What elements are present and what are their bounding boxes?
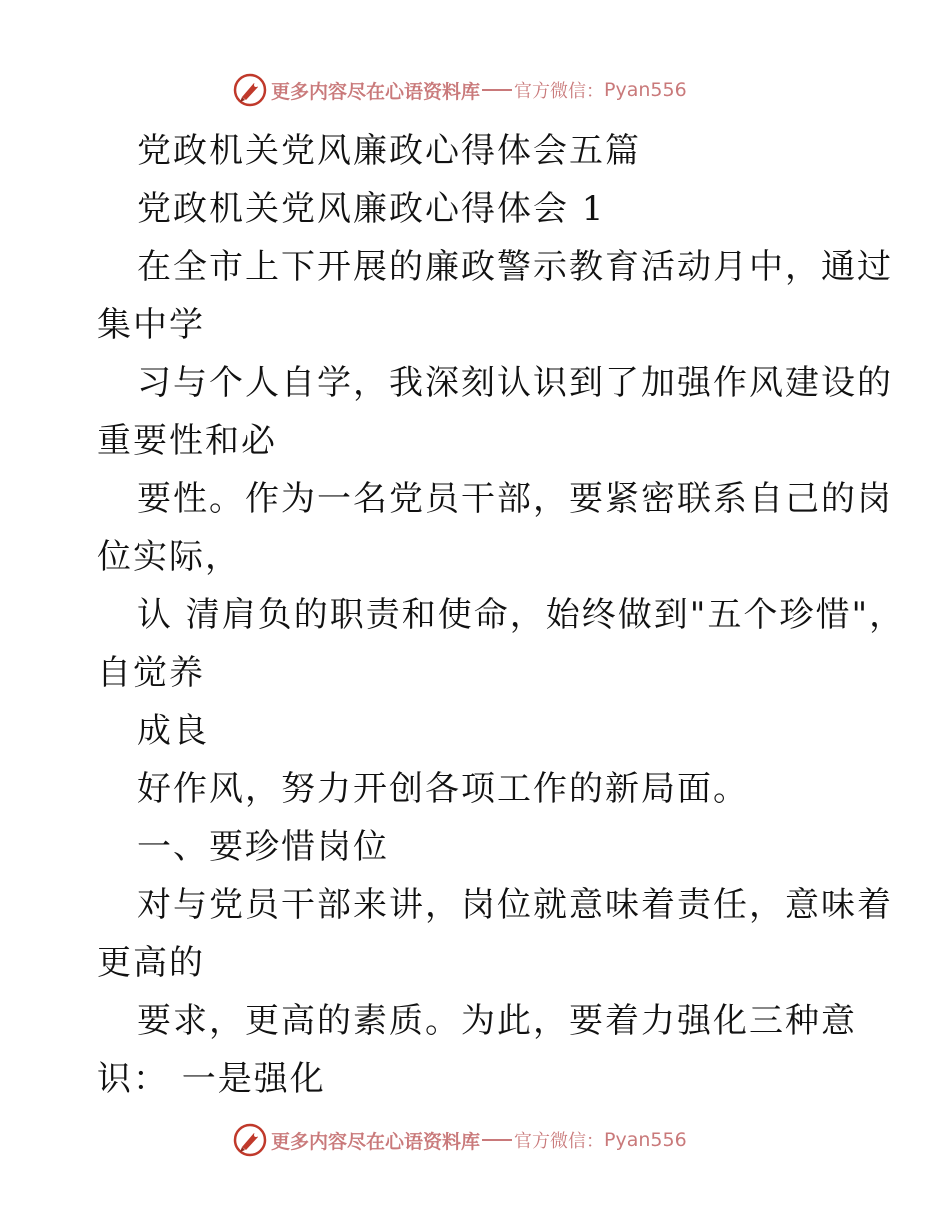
text-line: 好作风，努力开创各项工作的新局面。 — [137, 769, 749, 809]
text-line: 习与个人自学，我深刻认识到了加强作风建设的 — [137, 363, 893, 403]
text-line: 集中学 — [97, 305, 205, 345]
text-line: 成良 — [137, 711, 209, 751]
text-line: 认 清肩负的职责和使命，始终做到"五个珍惜"， — [137, 595, 906, 635]
section-heading: 党政机关党风廉政心得体会 1 — [137, 189, 606, 229]
header-watermark — [233, 72, 687, 108]
watermark-wechat-label: 官方微信： — [514, 1131, 605, 1152]
watermark-wechat-id: Pyan556 — [604, 1129, 687, 1151]
pen-logo-icon — [233, 1123, 267, 1157]
watermark-wechat-id: Pyan556 — [604, 79, 687, 101]
watermark-brand: 更多内容尽在心语资料库 — [271, 1130, 481, 1153]
watermark-dash — [482, 1139, 512, 1141]
text-line: 在全市上下开展的廉政警示教育活动月中，通过 — [137, 247, 893, 287]
watermark-wechat-label: 官方微信： — [514, 81, 605, 102]
text-line: 识： 一是强化 — [97, 1059, 326, 1099]
text-line: 要求，更高的素质。为此，要着力强化三种意 — [137, 1001, 857, 1041]
text-line: 对与党员干部来讲，岗位就意味着责任，意味着 — [137, 885, 893, 925]
text-line: 重要性和必 — [97, 421, 277, 461]
subsection-heading: 一、要珍惜岗位 — [137, 827, 389, 867]
document-title: 党政机关党风廉政心得体会五篇 — [137, 131, 641, 171]
text-line: 自觉养 — [97, 653, 205, 693]
text-line: 位实际， — [97, 537, 241, 577]
watermark-brand: 更多内容尽在心语资料库 — [271, 80, 481, 103]
text-line: 更高的 — [97, 943, 205, 983]
footer-watermark — [233, 1122, 687, 1158]
pen-logo-icon — [233, 73, 267, 107]
text-line: 要性。作为一名党员干部，要紧密联系自己的岗 — [137, 479, 893, 519]
document-body — [97, 122, 906, 1108]
watermark-dash — [482, 89, 512, 91]
